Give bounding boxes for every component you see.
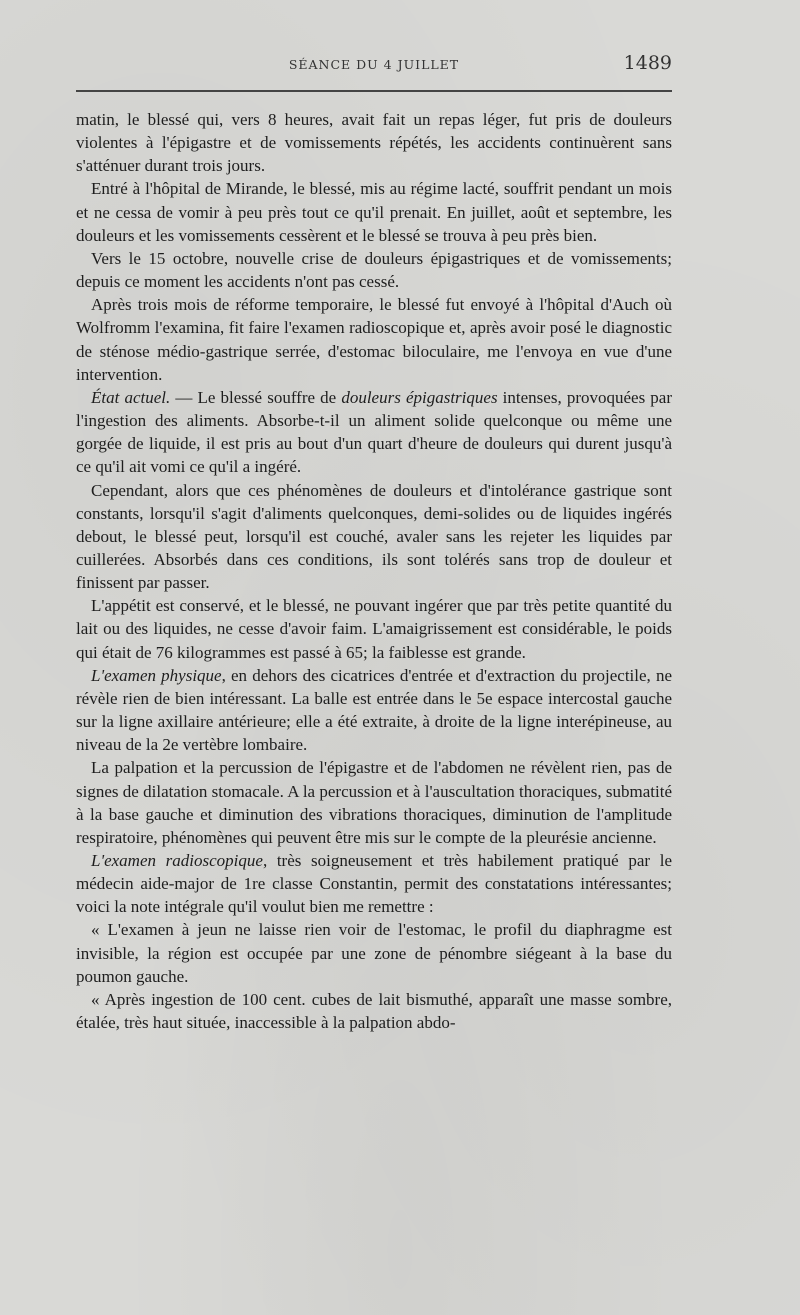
paragraph-9: La palpation et la percussion de l'épigastre et de l'abdomen ne révèlent rien, pas de signes de dilatation stomacale. A la percussion et à l'auscultation thoraciques, submatité à la base gauche et diminution des vibrations thoraciques, diminution de l'amplitude respiratoire, phénomènes qui peuvent être mis sur le compte de la pleurésie ancienne.	[76, 758, 672, 847]
section-lead-etat-actuel: État actuel.	[91, 387, 171, 407]
paragraph-5-emphasis: douleurs épigastriques	[341, 387, 498, 407]
document-page	[76, 0, 672, 1315]
paragraph-7: L'appétit est conservé, et le blessé, ne pouvant ingérer que par très petite quantité du lait ou des liquides, ne cesse d'avoir faim. L'amaigrissement est considérable, le poids qui était de 76 kilogrammes est passé à 65; la faiblesse est grande.	[76, 596, 672, 662]
paragraph-2: Entré à l'hôpital de Mirande, le blessé, mis au régime lacté, souffrit pendant un mois et ne cessa de vomir à peu près tout ce qu'il prenait. En juillet, août et septembre, les douleurs et les vomissements cessèrent et le blessé se trouva à peu près bien.	[76, 179, 672, 245]
header-rule	[76, 90, 672, 92]
paragraph-6: Cependant, alors que ces phénomènes de douleurs et d'intolérance gastrique sont constants, lorsqu'il s'agit d'aliments quelconques, demi-solides ou de liquides ingérés debout, le blessé peut, lorsqu'il est couché, avaler sans les rejeter les liquides par cuillerées. Absorbés dans ces conditions, ils sont tolérés sans trop de douleur et finissent par passer.	[76, 480, 672, 593]
page-number: 1489	[623, 52, 672, 74]
paragraph-10	[76, 849, 672, 918]
paragraph-5-text-2: intenses, provoquées par l'ingestion des aliments. Absorbe-t-il un aliment solide quelconque ou même une gorgée de liquide, il est pris au bout d'un quart d'heure de douleurs qui durent jusqu'à ce qu'il ait vomi ce qu'il a ingéré.	[76, 387, 673, 477]
running-title: SÉANCE DU 4 JUILLET	[288, 57, 460, 72]
section-lead-examen-physique: L'examen physique	[91, 665, 222, 685]
paragraph-12: « Après ingestion de 100 cent. cubes de lait bismuthé, apparaît une masse sombre, étalée, très haut située, inaccessible à la palpation abdo-	[76, 989, 672, 1033]
paragraph-5-text: — Le blessé souffre de	[170, 387, 342, 407]
section-lead-examen-radioscopique: L'examen radioscopique	[91, 851, 263, 870]
paragraph-4: Après trois mois de réforme temporaire, le blessé fut envoyé à l'hôpital d'Auch où Wolfromm l'examina, fit faire l'examen radioscopique et, après avoir posé le diagnostic de sténose médio-gastrique serrée, d'estomac biloculaire, me l'envoya en vue d'une intervention.	[76, 295, 672, 384]
paragraph-3: Vers le 15 octobre, nouvelle crise de douleurs épigastriques et de vomissements; depuis ce moment les accidents n'ont pas cessé.	[76, 248, 672, 292]
paragraph-5	[76, 386, 672, 479]
paragraph-10-text: , très soigneusement et très habilement pratiqué par le médecin aide-major de 1re classe Constantin, permit des constatations intéressantes; voici la note intégrale qu'il voulut bien me remettre :	[76, 851, 672, 917]
paragraph-8	[76, 664, 672, 757]
paragraph-1: matin, le blessé qui, vers 8 heures, avait fait un repas léger, fut pris de douleurs violentes à l'épigastre et de vomissements répétés, les accidents continuèrent sans s'atténuer durant trois jours.	[76, 110, 672, 176]
body-text	[76, 108, 672, 1034]
page-header	[76, 52, 672, 78]
paragraph-11: « L'examen à jeun ne laisse rien voir de l'estomac, le profil du diaphragme est invisible, la région est occupée par une zone de pénombre siégeant à la base du poumon gauche.	[76, 920, 672, 986]
paragraph-8-text: , en dehors des cicatrices d'entrée et d'extraction du projectile, ne révèle rien de bien intéressant. La balle est entrée dans le 5e espace intercostal gauche sur la ligne axillaire antérieure; elle a été extraite, à droite de la ligne interépineuse, au niveau de la 2e vertèbre lombaire.	[76, 665, 672, 755]
